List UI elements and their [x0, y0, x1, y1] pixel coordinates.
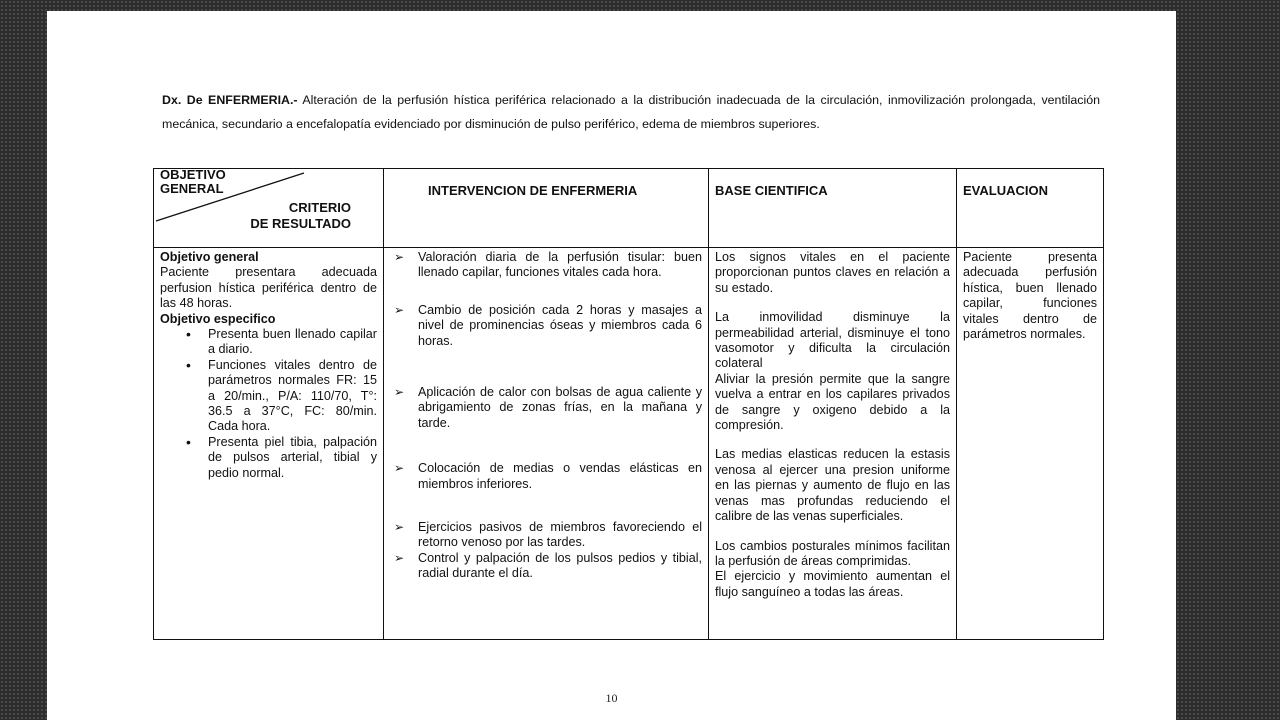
intervencion-text: Valoración diaria de la perfusión tisular: buen llenado capilar, funciones vitales cada hora.: [418, 250, 702, 280]
list-item: • Funciones vitales dentro de parámetros normales FR: 15 a 20/min., P/A: 110/70, T°: 36.5 a 37°C, FC: 80/min. Cada hora.: [180, 358, 377, 435]
list-item: • Presenta buen llenado capilar a diario.: [180, 327, 377, 358]
intervencion-text: Cambio de posición cada 2 horas y masajes a nivel de prominencias óseas y miembros cada 6 horas.: [418, 302, 702, 348]
intervencion-item: [390, 520, 702, 551]
header-criterio-line1: CRITERIO: [288, 200, 351, 215]
base-item: Los signos vitales en el paciente proporcionan puntos claves en relación a su estado.: [715, 250, 950, 295]
diagnosis-lead: Dx. De ENFERMERIA.-: [162, 93, 298, 108]
intervencion-text: Colocación de medias o vendas elásticas en miembros inferiores.: [418, 461, 702, 491]
intervencion-item: [390, 303, 702, 349]
base-item: Las medias elasticas reducen la estasis venosa al ejercer una presion uniforme en las piernas y aumento de flujo en las venas mas profundas reduciendo el calibre de las venas superficiales.: [715, 447, 950, 524]
objetivo-general-title: Objetivo general: [160, 250, 259, 264]
intervencion-item: [390, 250, 702, 281]
objetivo-especifico-list: [160, 327, 377, 481]
header-objetivo-line2: GENERAL: [160, 181, 224, 196]
header-criterio-line2: DE RESULTADO: [250, 216, 351, 231]
objetivo-general-text: Paciente presentara adecuada perfusion hística periférica dentro de las 48 horas.: [160, 265, 377, 311]
header-intervencion: INTERVENCION DE ENFERMERIA: [384, 169, 709, 248]
arrow-bullet-icon: ➢: [394, 385, 405, 400]
intervenciones-cell: [384, 248, 709, 640]
arrow-bullet-icon: ➢: [394, 461, 405, 476]
arrow-bullet-icon: ➢: [394, 250, 405, 264]
base-item: Los cambios posturales mínimos facilitan la perfusión de áreas comprimidas.: [715, 538, 950, 568]
diagnosis-paragraph: [162, 89, 1100, 136]
base-cientifica-cell: [709, 248, 957, 640]
objetivos-cell: [154, 248, 384, 640]
intervencion-text: Aplicación de calor con bolsas de agua caliente y abrigamiento de zonas frías, en la mañana y tarde.: [418, 385, 702, 430]
header-objetivo-criterio: [154, 169, 384, 248]
intervencion-item: [390, 551, 702, 582]
arrow-bullet-icon: ➢: [394, 520, 405, 535]
intervencion-text: Ejercicios pasivos de miembros favoreciendo el retorno venoso por las tardes.: [418, 520, 702, 550]
intervencion-text: Control y palpación de los pulsos pedios y tibial, radial durante el día.: [418, 550, 702, 581]
page-number: 10: [605, 691, 618, 705]
arrow-bullet-icon: ➢: [394, 550, 405, 565]
header-objetivo-line1: OBJETIVO: [160, 167, 226, 182]
base-item: Aliviar la presión permite que la sangre vuelva a entrar en los capilares privados de sangre y oxigeno debido a la compresión.: [715, 371, 950, 433]
header-base-cientifica: BASE CIENTIFICA: [709, 169, 957, 248]
evaluacion-cell: Paciente presenta adecuada perfusión hística, buen llenado capilar, funciones vitales dentro de parámetros normales.: [957, 248, 1104, 640]
intervencion-item: [390, 461, 702, 492]
header-objetivo-general: [160, 168, 226, 196]
objetivo-especifico-title: Objetivo especifico: [160, 311, 276, 326]
care-plan-table: [153, 168, 1104, 640]
table-header-row: [154, 169, 1104, 248]
header-criterio: [250, 200, 351, 232]
list-item: • Presenta piel tibia, palpación de pulsos arterial, tibial y pedio normal.: [180, 435, 377, 481]
arrow-bullet-icon: ➢: [394, 302, 405, 317]
diagnosis-text: Alteración de la perfusión hística periférica relacionado a la distribución inadecuada de la circulación, inmovilización prolongada, ventilación mecánica, secundario a encefalopatía evidenciado por disminución de pulso periférico, edema de miembros superiores.: [162, 93, 1101, 131]
base-item: La inmovilidad disminuye la permeabilidad arterial, disminuye el tono vasomotor y dificulta la circulación colateral: [715, 310, 950, 371]
document-page: [47, 11, 1176, 720]
table-body-row: [154, 248, 1104, 640]
header-evaluacion: EVALUACION: [957, 169, 1104, 248]
intervencion-item: [390, 385, 702, 431]
base-item: El ejercicio y movimiento aumentan el flujo sanguíneo a todas las áreas.: [715, 569, 950, 599]
